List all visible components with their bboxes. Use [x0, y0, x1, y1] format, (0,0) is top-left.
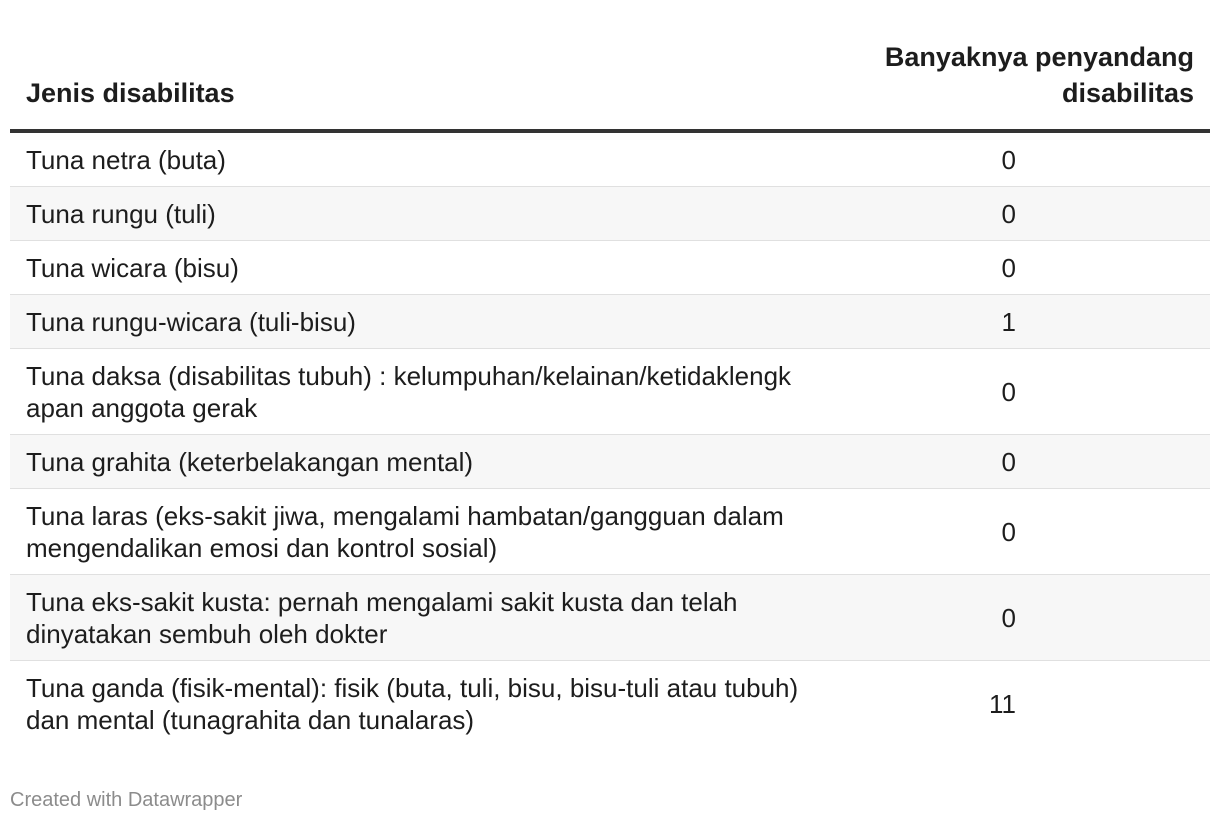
table-row: [10, 489, 1210, 575]
header-count: Banyaknya penyandang disabilitas: [884, 42, 1194, 108]
row-label: Tuna laras (eks-sakit jiwa, mengalami hambatan/gangguan dalam mengendalikan emosi dan kontrol sosial): [26, 500, 784, 563]
table-row: [10, 435, 1210, 489]
attribution-footer: Created with Datawrapper: [10, 789, 243, 811]
row-label: Tuna grahita (keterbelakangan mental): [26, 446, 474, 477]
table-row: [10, 661, 1210, 747]
row-value: 0: [1001, 252, 1016, 283]
row-label: Tuna rungu-wicara (tuli-bisu): [26, 306, 356, 337]
disability-table: [10, 0, 1210, 747]
row-value: 0: [1001, 376, 1016, 407]
table-row: [10, 295, 1210, 349]
row-label: Tuna ganda (fisik-mental): fisik (buta, tuli, bisu, bisu-tuli atau tubuh) dan mental (tunagrahita dan tunalaras): [26, 673, 799, 735]
table-row: [10, 133, 1210, 187]
row-value: 0: [1001, 602, 1016, 633]
row-label: Tuna daksa (disabilitas tubuh) : kelumpuhan/kelainan/ketidaklengk apan anggota gerak: [26, 360, 792, 423]
row-value: 1: [1001, 306, 1016, 337]
table-row: [10, 349, 1210, 435]
row-label: Tuna eks-sakit kusta: pernah mengalami sakit kusta dan telah dinyatakan sembuh oleh dokter: [26, 586, 738, 649]
row-value: 0: [1001, 516, 1016, 547]
row-value: 0: [1001, 144, 1016, 175]
row-label: Tuna wicara (bisu): [26, 252, 239, 283]
row-value: 11: [989, 689, 1016, 719]
table-header: [10, 0, 1210, 133]
row-value: 0: [1001, 198, 1016, 229]
table-row: [10, 575, 1210, 661]
table-row: [10, 187, 1210, 241]
row-label: Tuna rungu (tuli): [26, 198, 216, 229]
row-value: 0: [1001, 446, 1016, 477]
table-row: [10, 241, 1210, 295]
row-label: Tuna netra (buta): [26, 144, 226, 175]
header-type: Jenis disabilitas: [26, 78, 235, 108]
